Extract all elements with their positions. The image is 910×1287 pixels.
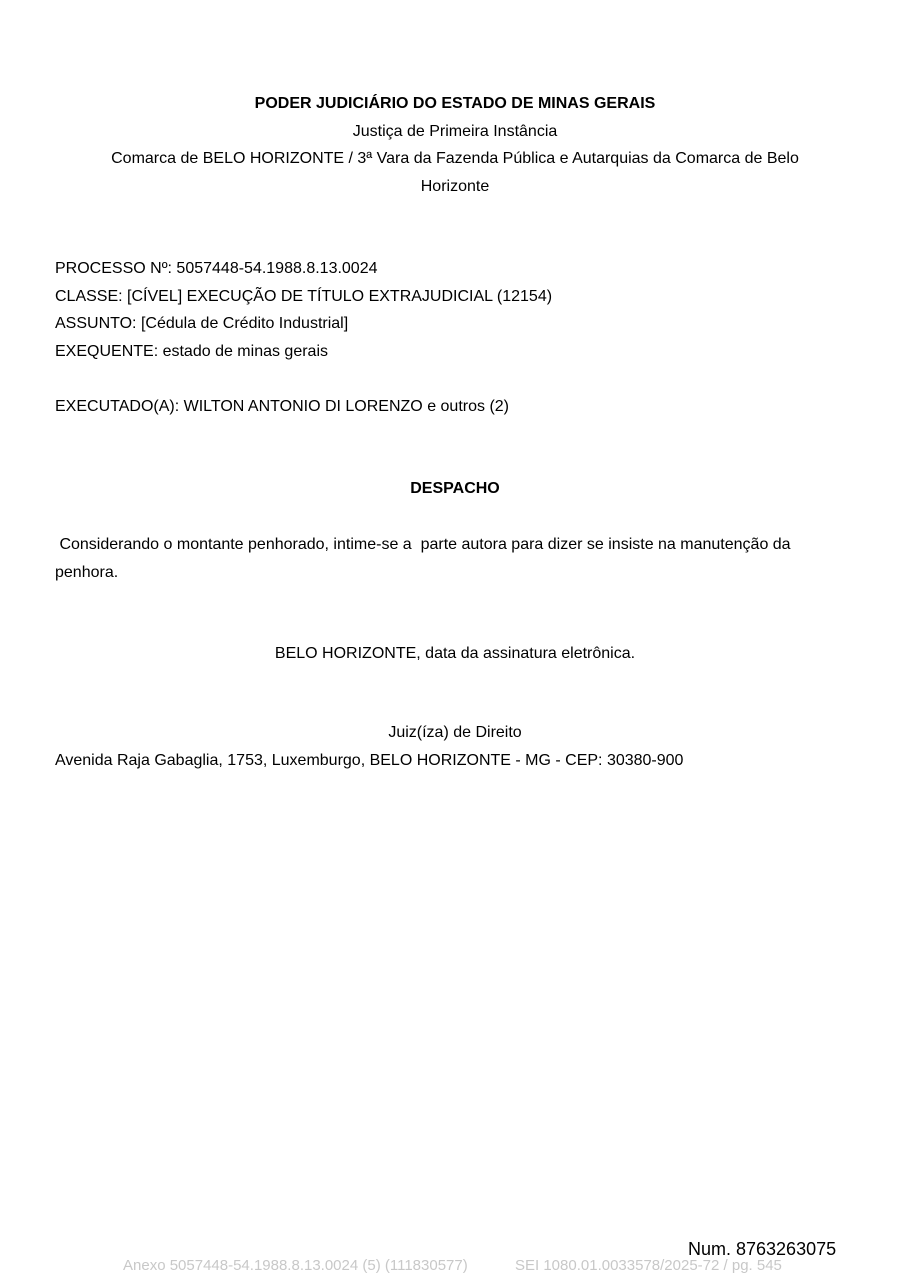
comarca-line-2: Horizonte [420,178,490,195]
classe-line: CLASSE: [CÍVEL] EXECUÇÃO DE TÍTULO EXTRAJUDICIAL (12154) [55,288,553,305]
instance-line: Justiça de Primeira Instância [352,123,558,140]
comarca-line-1: Comarca de BELO HORIZONTE / 3ª Vara da Fazenda Pública e Autarquias da Comarca de Belo [111,150,799,167]
signer-title: Juiz(íza) de Direito [388,724,522,741]
document-number: Num. 8763263075 [688,1239,837,1259]
court-address: Avenida Raja Gabaglia, 1753, Luxemburgo, BELO HORIZONTE - MG - CEP: 30380-900 [55,752,684,769]
anexo-reference: Anexo 5057448-54.1988.8.13.0024 (5) (111830577) [123,1257,468,1274]
court-title: PODER JUDICIÁRIO DO ESTADO DE MINAS GERAIS [254,95,656,112]
despacho-title: DESPACHO [410,480,500,497]
despacho-text: Considerando o montante penhorado, intime-se a parte autora para dizer se insiste na manutenção da penhora. [55,536,796,581]
exequente-line: EXEQUENTE: estado de minas gerais [55,343,329,360]
processo-number: PROCESSO Nº: 5057448-54.1988.8.13.0024 [55,260,378,277]
assunto-line: ASSUNTO: [Cédula de Crédito Industrial] [55,315,349,332]
place-date-line: BELO HORIZONTE, data da assinatura eletrônica. [274,645,636,662]
sei-reference: SEI 1080.01.0033578/2025-72 / pg. 545 [515,1257,782,1274]
executado-line: EXECUTADO(A): WILTON ANTONIO DI LORENZO e outros (2) [55,398,509,415]
